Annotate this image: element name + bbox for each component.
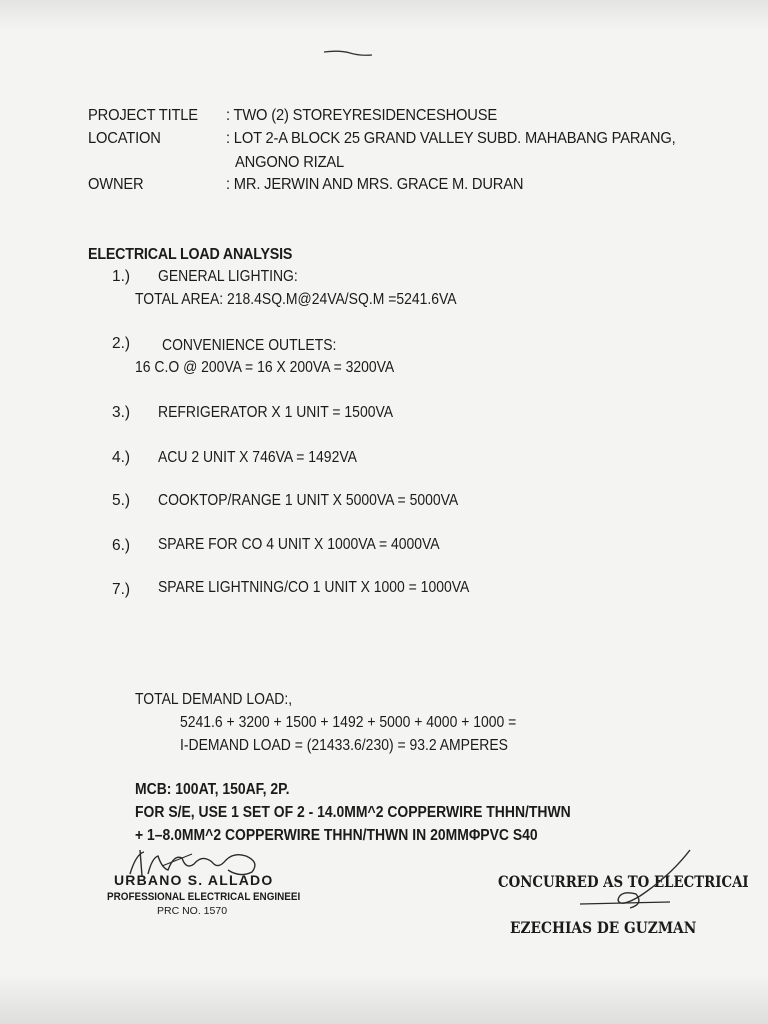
mcb-spec: MCB: 100AT, 150AF, 2P. xyxy=(135,781,290,798)
scan-shadow-top xyxy=(0,0,768,30)
service-entrance-line2: + 1–8.0MM^2 COPPERWIRE THHN/THWN IN 20MMΦPVC S40 xyxy=(135,827,538,844)
item-3-number: 3.) xyxy=(112,404,131,421)
item-1-number: 1.) xyxy=(112,268,131,285)
location-value-line2: ANGONO RIZAL xyxy=(235,154,345,171)
owner-value: : MR. JERWIN AND MRS. GRACE M. DURAN xyxy=(226,176,524,193)
signatory-left-title: PROFESSIONAL ELECTRICAL ENGINEEI xyxy=(107,891,301,903)
item-1-detail: TOTAL AREA: 218.4SQ.M@24VA/SQ.M =5241.6VA xyxy=(135,291,457,308)
item-7-text: SPARE LIGHTNING/CO 1 UNIT X 1000 = 1000VA xyxy=(158,579,470,596)
location-label: LOCATION xyxy=(88,130,161,147)
item-5-text: COOKTOP/RANGE 1 UNIT X 5000VA = 5000VA xyxy=(158,492,459,509)
analysis-heading: ELECTRICAL LOAD ANALYSIS xyxy=(88,246,293,263)
item-2-text: CONVENIENCE OUTLETS: xyxy=(162,337,337,354)
owner-label: OWNER xyxy=(88,176,144,193)
item-5-number: 5.) xyxy=(112,492,131,509)
signature-right-scribble xyxy=(560,846,700,916)
total-line1: 5241.6 + 3200 + 1500 + 1492 + 5000 + 4000 + 1000 = xyxy=(180,714,517,731)
item-3-text: REFRIGERATOR X 1 UNIT = 1500VA xyxy=(158,404,394,421)
item-6-number: 6.) xyxy=(112,537,131,554)
item-2-number: 2.) xyxy=(112,335,131,352)
service-entrance-line1: FOR S/E, USE 1 SET OF 2 - 14.0MM^2 COPPERWIRE THHN/THWN xyxy=(135,804,571,821)
total-line2: I-DEMAND LOAD = (21433.6/230) = 93.2 AMPERES xyxy=(180,737,508,754)
location-value-line1: : LOT 2-A BLOCK 25 GRAND VALLEY SUBD. MAHABANG PARANG, xyxy=(226,130,676,147)
signatory-left-name: URBANO S. ALLADO xyxy=(114,872,274,888)
item-4-number: 4.) xyxy=(112,449,131,466)
project-title-label: PROJECT TITLE xyxy=(88,107,198,124)
item-7-number: 7.) xyxy=(112,581,131,598)
item-6-text: SPARE FOR CO 4 UNIT X 1000VA = 4000VA xyxy=(158,536,440,553)
pen-mark xyxy=(320,46,376,60)
item-1-text: GENERAL LIGHTING: xyxy=(158,268,298,285)
project-title-value: : TWO (2) STOREYRESIDENCESHOUSE xyxy=(226,107,498,124)
total-label: TOTAL DEMAND LOAD:, xyxy=(135,691,293,708)
signatory-right-name: EZECHIAS DE GUZMAN xyxy=(510,918,697,937)
item-4-text: ACU 2 UNIT X 746VA = 1492VA xyxy=(158,449,357,466)
concurred-stamp: CONCURRED AS TO ELECTRICAI xyxy=(498,872,749,891)
signatory-left-prc: PRC NO. 1570 xyxy=(157,905,228,917)
item-2-detail: 16 C.O @ 200VA = 16 X 200VA = 3200VA xyxy=(135,359,395,376)
scan-shadow-bottom xyxy=(0,974,768,1024)
